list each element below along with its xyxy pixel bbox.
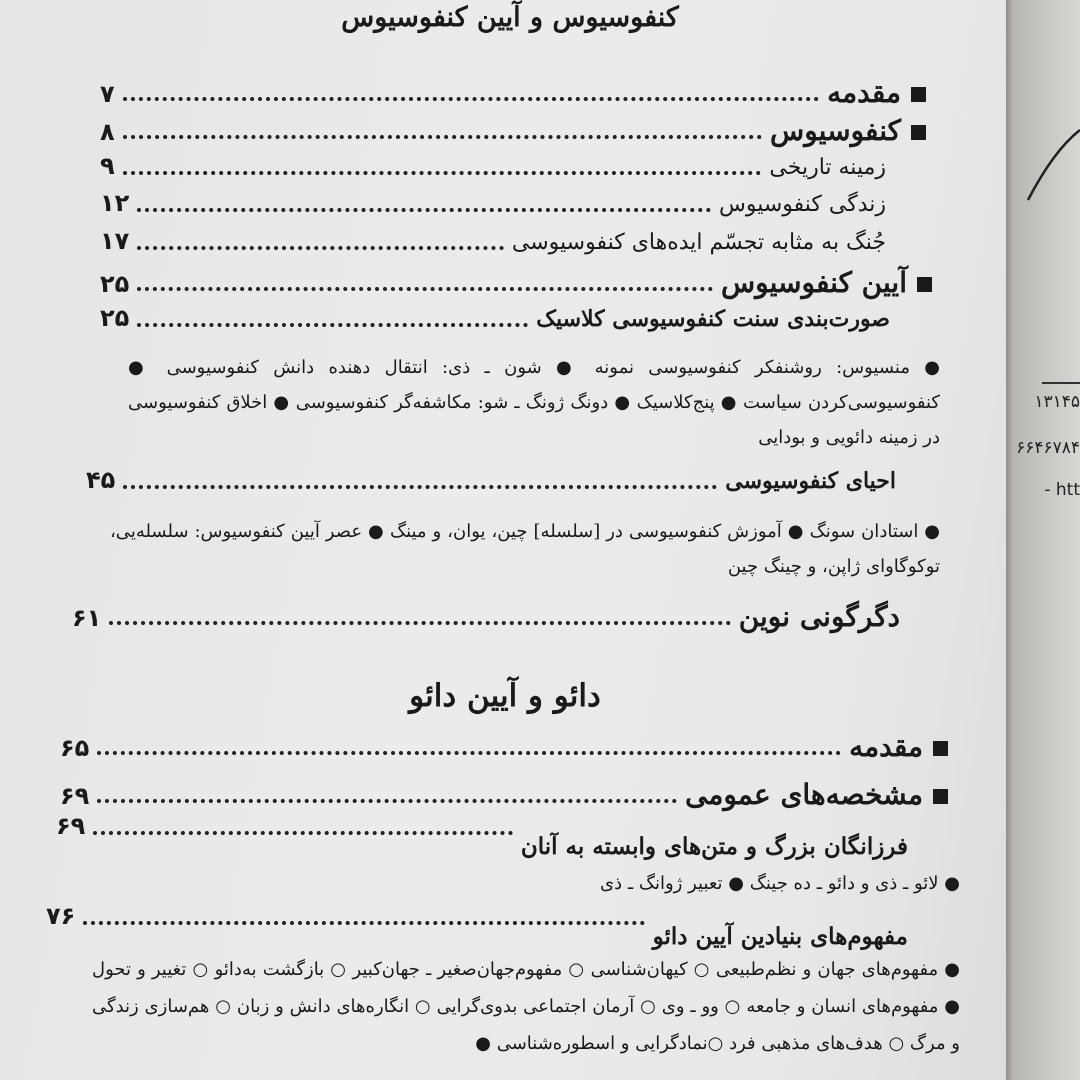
running-head: کنفوسیوس و آیین کنفوسیوس (341, 2, 679, 33)
toc-subentry[interactable]: جُنگ به مثابه تجسّم ایده‌های کنفوسیوسی ۱۷ (100, 227, 886, 255)
toc-subentry[interactable]: فرزانگان بزرگ و متن‌های وابسته به آنان ۶۹ (56, 812, 908, 860)
toc-subentry[interactable]: صورت‌بندی سنت کنفوسیوسی کلاسیک ۲۵ (100, 304, 890, 332)
square-bullet-icon (933, 789, 948, 804)
adjacent-page-text: - htt (1044, 480, 1080, 500)
toc-entry[interactable]: مشخصه‌های عمومی ۶۹ (60, 778, 948, 811)
section-heading: دائو و آیین دائو (409, 678, 601, 714)
dot-leaders (97, 750, 841, 755)
dot-leaders (137, 245, 504, 250)
toc-entry[interactable]: دگرگونی نوین ۶۱ (72, 600, 900, 633)
subtopics-paragraph: ● منسیوس: روشنفکر کنفوسیوسی نمونه ● شون ـ ذی: انتقال دهنده دانش کنفوسیوسی ● کنفوسیوسی‌کردن سیاست ● پنج‌کلاسیک ● دونگ ژونگ ـ شو: مکاشفه‌گر کنفوسیوسی ● اخلاق کنفوسیوسی در زمینه دائویی و بودایی (128, 357, 940, 449)
adjacent-page-text: ۶۶۴۶۷۸۴ (1016, 438, 1080, 458)
adjacent-page (1014, 0, 1080, 1080)
subtopics-paragraph: ● مفهوم‌های جهان و نظم‌طبیعی ○ کیهان‌شناسی ○ مفهوم‌جهان‌صغیر ـ جهان‌کبیر ○ بازگشت به‌دائو ○ تغییر و تحول ● مفهوم‌های انسان و جامعه ○ وو ـ وی ○ آرمان اجتماعی بدوی‌گرایی ○ انگاره‌های دانش و زبان ○ هم‌سازی زندگی و مرگ ○ هدف‌های مذهبی فرد ○نمادگرایی و اسطوره‌شناسی ● (92, 959, 960, 1054)
toc-subentry[interactable]: مفهوم‌های بنیادین آیین دائو ۷۶ (46, 902, 908, 950)
curve-graphic (1014, 0, 1080, 220)
square-bullet-icon (933, 741, 948, 756)
dot-leaders (123, 484, 717, 489)
dot-leaders (137, 207, 711, 212)
page-edge (1006, 0, 1014, 1080)
toc-entry[interactable]: مقدمه ۶۵ (60, 730, 948, 763)
dot-leaders (109, 620, 730, 625)
toc-entry[interactable]: آیین کنفوسیوس ۲۵ (100, 266, 932, 299)
adjacent-page-text: ۱۳۱۴۵ (1034, 392, 1080, 412)
toc-entry[interactable]: مقدمه ۷ (100, 76, 926, 109)
dot-leaders (137, 322, 528, 327)
dot-leaders (97, 798, 677, 803)
subtopics-paragraph: ● لائو ـ ذی و دائو ـ ده جینگ ● تعبیر ژوانگ ـ ذی (600, 873, 960, 894)
divider (1042, 382, 1080, 384)
dot-leaders (137, 286, 713, 291)
dot-leaders (123, 96, 819, 101)
dot-leaders (93, 830, 513, 835)
square-bullet-icon (911, 125, 926, 140)
dot-leaders (123, 170, 762, 175)
toc-entry[interactable]: کنفوسیوس ۸ (100, 114, 926, 147)
dot-leaders (83, 920, 644, 925)
toc-subentry[interactable]: زندگی کنفوسیوس ۱۲ (100, 189, 886, 217)
square-bullet-icon (917, 277, 932, 292)
toc-subentry[interactable]: احیای کنفوسیوسی ۴۵ (86, 466, 896, 494)
dot-leaders (123, 134, 762, 139)
square-bullet-icon (911, 87, 926, 102)
toc-subentry[interactable]: زمینه تاریخی ۹ (100, 152, 886, 180)
subtopics-paragraph: ● استادان سونگ ● آموزش کنفوسیوسی در [سلسله] چین، یوان، و مینگ ● عصر آیین کنفوسیوس: سلسله‌یی، توکوگاوای ژاپن، و چینگ چین (110, 521, 940, 578)
